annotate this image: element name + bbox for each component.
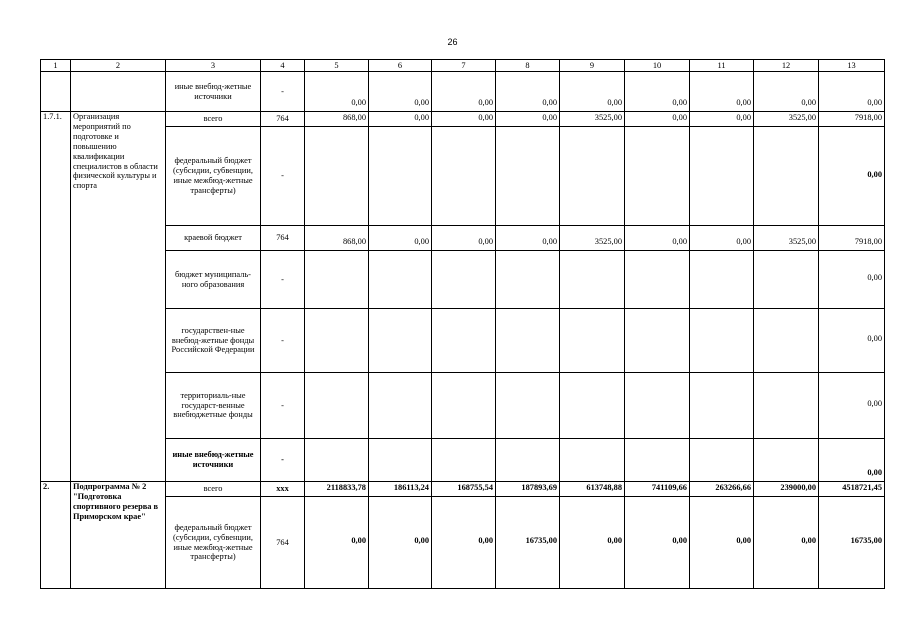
value-cell: 0,00 [690, 72, 754, 112]
value-cell [369, 251, 432, 309]
header-cell: 13 [819, 60, 885, 72]
value-cell: 0,00 [369, 497, 432, 589]
code-cell: 764 [261, 497, 305, 589]
header-cell: 6 [369, 60, 432, 72]
value-cell [690, 309, 754, 373]
code-cell: - [261, 309, 305, 373]
funding-source-cell: бюджет муниципаль-ного образования [166, 251, 261, 309]
value-cell [754, 251, 819, 309]
table-row [41, 226, 885, 251]
code-cell: - [261, 127, 305, 226]
item-number-cell [41, 72, 71, 112]
funding-source-cell: иные внебюд-жетные источники [166, 439, 261, 482]
value-cell [560, 309, 625, 373]
value-cell: 3525,00 [560, 112, 625, 127]
value-cell: 3525,00 [560, 226, 625, 251]
value-cell: 0,00 [819, 439, 885, 482]
value-cell [305, 373, 369, 439]
value-cell [305, 439, 369, 482]
funding-source-cell: всего [166, 482, 261, 497]
value-cell: 0,00 [819, 309, 885, 373]
value-cell [305, 251, 369, 309]
value-cell [369, 373, 432, 439]
funding-source-cell: федеральный бюджет (субсидии, субвенции, иные межбюд-жетные трансферты) [166, 127, 261, 226]
value-cell: 7918,00 [819, 226, 885, 251]
header-row [41, 60, 885, 72]
value-cell: 0,00 [496, 72, 560, 112]
value-cell [432, 373, 496, 439]
value-cell [560, 251, 625, 309]
funding-source-cell: государствен-ные внебюд-жетные фонды Российской Федерации [166, 309, 261, 373]
value-cell [690, 439, 754, 482]
value-cell: 7918,00 [819, 112, 885, 127]
value-cell: 0,00 [432, 226, 496, 251]
value-cell: 0,00 [560, 497, 625, 589]
value-cell: 0,00 [625, 226, 690, 251]
value-cell [625, 439, 690, 482]
value-cell: 0,00 [819, 251, 885, 309]
value-cell [496, 309, 560, 373]
table-row [41, 112, 885, 127]
value-cell: 0,00 [819, 373, 885, 439]
value-cell: 263266,66 [690, 482, 754, 497]
table-row [41, 251, 885, 309]
value-cell: 186113,24 [369, 482, 432, 497]
value-cell: 0,00 [819, 72, 885, 112]
value-cell [496, 439, 560, 482]
table-row [41, 373, 885, 439]
value-cell [754, 127, 819, 226]
value-cell: 16735,00 [819, 497, 885, 589]
header-cell: 12 [754, 60, 819, 72]
value-cell [432, 127, 496, 226]
value-cell: 0,00 [432, 112, 496, 127]
funding-source-cell: иные внебюд-жетные источники [166, 72, 261, 112]
header-cell: 2 [71, 60, 166, 72]
value-cell [754, 439, 819, 482]
value-cell [625, 127, 690, 226]
value-cell: 187893,69 [496, 482, 560, 497]
value-cell [432, 251, 496, 309]
value-cell: 868,00 [305, 112, 369, 127]
value-cell: 0,00 [625, 72, 690, 112]
value-cell: 0,00 [432, 72, 496, 112]
value-cell: 868,00 [305, 226, 369, 251]
value-cell [560, 439, 625, 482]
value-cell: 4518721,45 [819, 482, 885, 497]
value-cell [305, 127, 369, 226]
value-cell: 0,00 [432, 497, 496, 589]
value-cell: 0,00 [305, 72, 369, 112]
code-cell: - [261, 72, 305, 112]
value-cell: 0,00 [305, 497, 369, 589]
code-cell: - [261, 373, 305, 439]
value-cell: 0,00 [819, 127, 885, 226]
value-cell [690, 251, 754, 309]
code-cell: - [261, 439, 305, 482]
table-row [41, 72, 885, 112]
item-name-cell: Подпрограмма № 2 "Подготовка спортивного резерва в Приморском крае" [71, 482, 166, 589]
value-cell [369, 309, 432, 373]
header-cell: 9 [560, 60, 625, 72]
value-cell: 741109,66 [625, 482, 690, 497]
value-cell: 0,00 [690, 226, 754, 251]
value-cell: 0,00 [369, 72, 432, 112]
value-cell [625, 309, 690, 373]
value-cell: 16735,00 [496, 497, 560, 589]
funding-source-cell: краевой бюджет [166, 226, 261, 251]
funding-source-cell: всего [166, 112, 261, 127]
header-cell: 3 [166, 60, 261, 72]
value-cell: 3525,00 [754, 226, 819, 251]
value-cell: 0,00 [754, 497, 819, 589]
value-cell [496, 373, 560, 439]
code-cell: ххх [261, 482, 305, 497]
value-cell [560, 373, 625, 439]
value-cell [625, 251, 690, 309]
header-cell: 11 [690, 60, 754, 72]
value-cell: 239000,00 [754, 482, 819, 497]
value-cell [754, 373, 819, 439]
value-cell [432, 309, 496, 373]
value-cell [560, 127, 625, 226]
value-cell: 168755,54 [432, 482, 496, 497]
value-cell [754, 309, 819, 373]
value-cell: 0,00 [754, 72, 819, 112]
value-cell: 613748,88 [560, 482, 625, 497]
value-cell: 0,00 [496, 112, 560, 127]
value-cell: 3525,00 [754, 112, 819, 127]
value-cell: 0,00 [690, 112, 754, 127]
value-cell: 0,00 [369, 112, 432, 127]
value-cell [496, 251, 560, 309]
table-row [41, 497, 885, 589]
table-row [41, 482, 885, 497]
header-cell: 10 [625, 60, 690, 72]
table-row [41, 309, 885, 373]
table-row [41, 439, 885, 482]
value-cell [625, 373, 690, 439]
value-cell [432, 439, 496, 482]
value-cell [690, 373, 754, 439]
funding-source-cell: федеральный бюджет (субсидии, субвенции, иные межбюд-жетные трансферты) [166, 497, 261, 589]
value-cell: 0,00 [625, 112, 690, 127]
header-cell: 1 [41, 60, 71, 72]
item-name-cell [71, 72, 166, 112]
code-cell: - [261, 251, 305, 309]
value-cell [305, 309, 369, 373]
table-row [41, 127, 885, 226]
value-cell: 0,00 [690, 497, 754, 589]
value-cell [496, 127, 560, 226]
item-number-cell: 1.7.1. [41, 112, 71, 482]
value-cell: 0,00 [625, 497, 690, 589]
header-cell: 8 [496, 60, 560, 72]
header-cell: 4 [261, 60, 305, 72]
budget-table [40, 59, 885, 589]
code-cell: 764 [261, 112, 305, 127]
value-cell: 0,00 [496, 226, 560, 251]
value-cell: 0,00 [369, 226, 432, 251]
page-number: 26 [447, 37, 458, 47]
item-name-cell: Организация мероприятий по подготовке и повышению квалификации специалистов в области физической культуры и спорта [71, 112, 166, 482]
header-cell: 7 [432, 60, 496, 72]
code-cell: 764 [261, 226, 305, 251]
header-cell: 5 [305, 60, 369, 72]
item-number-cell: 2. [41, 482, 71, 589]
funding-source-cell: территориаль-ные государст-венные внебюджетные фонды [166, 373, 261, 439]
value-cell [690, 127, 754, 226]
value-cell [369, 127, 432, 226]
value-cell [369, 439, 432, 482]
value-cell: 0,00 [560, 72, 625, 112]
value-cell: 2118833,78 [305, 482, 369, 497]
